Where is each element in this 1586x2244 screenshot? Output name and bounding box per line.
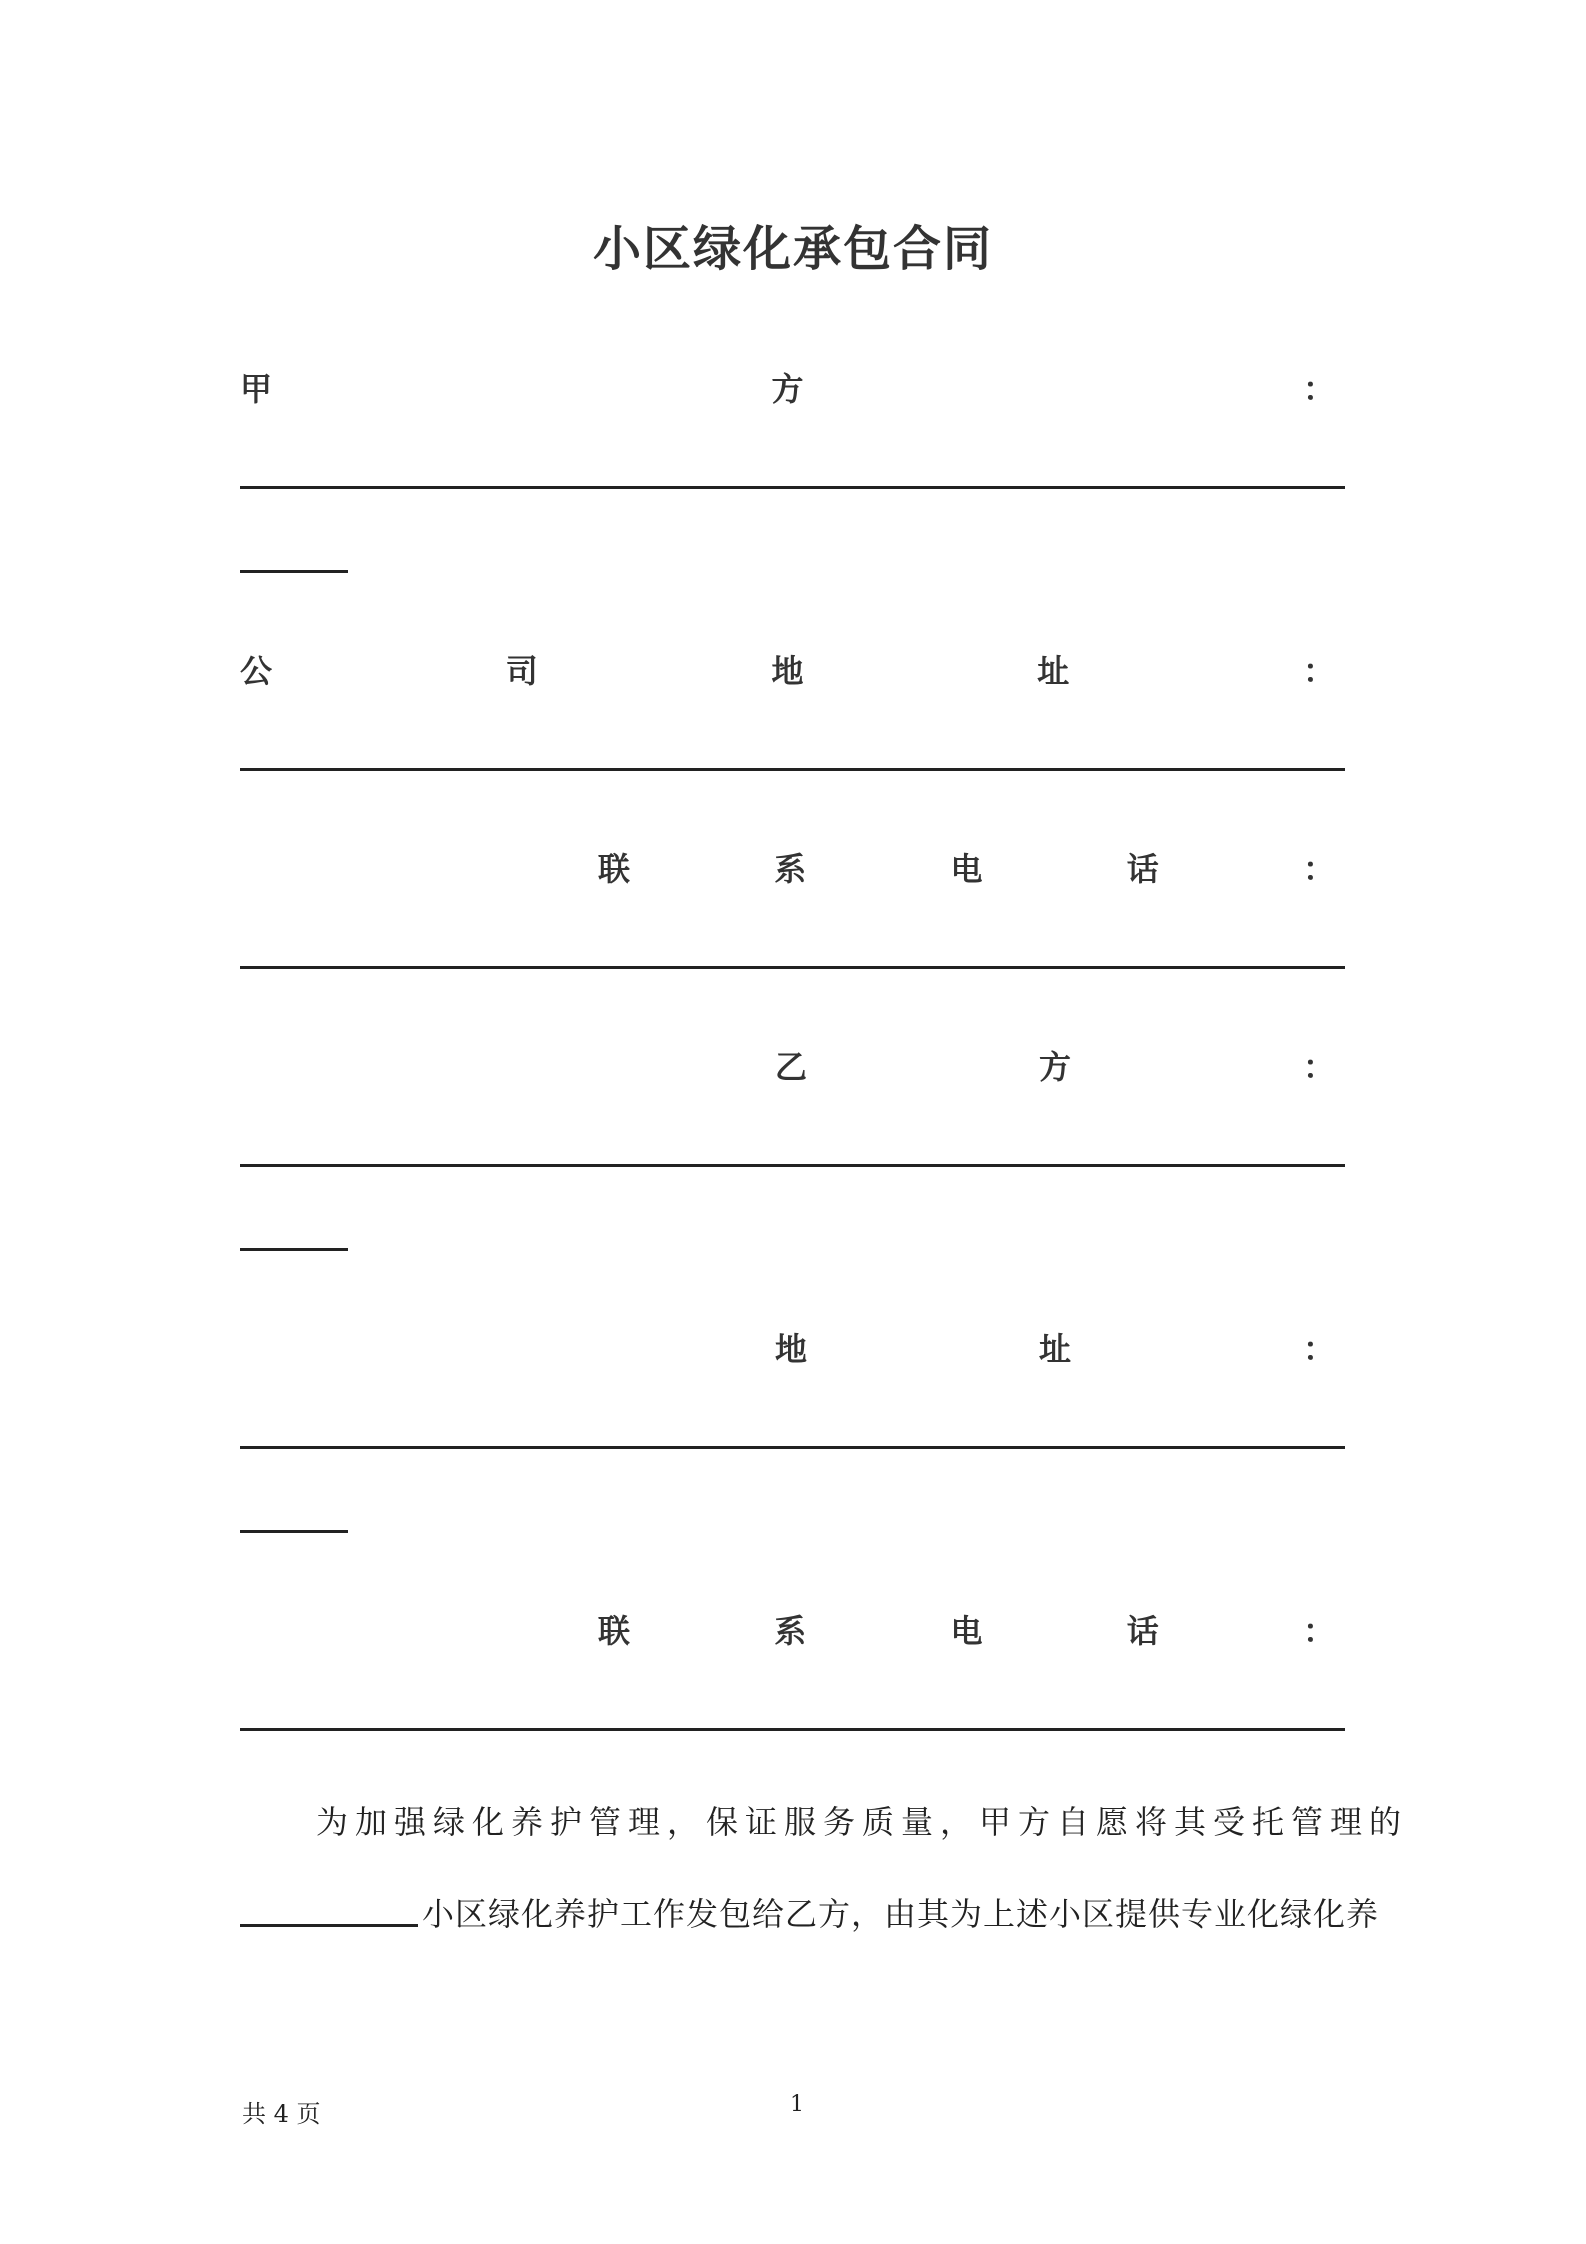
label-char: 乙 xyxy=(775,1048,808,1086)
label-char: 电 xyxy=(950,1612,983,1650)
party-b-address-blank-line-continued xyxy=(240,1530,348,1533)
document-title: 小区绿化承包合同 xyxy=(592,221,993,277)
party-a-phone-blank-line xyxy=(240,966,1345,969)
label-char: ： xyxy=(1302,370,1335,408)
body-paragraph-line-2 xyxy=(240,1889,1380,1935)
company-address-label xyxy=(240,645,1335,693)
label-char: 甲 xyxy=(240,370,273,408)
party-b-blank-line-continued xyxy=(240,1248,348,1251)
total-pages: 共 4 页 xyxy=(242,2100,321,2128)
label-char: ： xyxy=(1302,1048,1335,1086)
company-address-blank-line xyxy=(240,768,1345,771)
label-char: 地 xyxy=(775,1330,808,1368)
party-a-phone-label xyxy=(598,843,1335,891)
label-char: ： xyxy=(1302,652,1335,690)
body-paragraph-line-2-text: 小区绿化养护工作发包给乙方，由其为上述小区提供专业化绿化养 xyxy=(422,1895,1380,1933)
party-b-phone-label xyxy=(598,1605,1335,1653)
label-char: ： xyxy=(1302,1612,1335,1650)
party-a-blank-line-continued xyxy=(240,570,348,573)
label-char: 司 xyxy=(505,652,538,690)
party-a-label xyxy=(240,363,1335,411)
label-char: ： xyxy=(1302,1330,1335,1368)
label-char: 联 xyxy=(598,850,631,888)
label-char: 系 xyxy=(774,850,807,888)
label-char: 址 xyxy=(1037,652,1070,690)
label-char: 联 xyxy=(598,1612,631,1650)
label-char: 系 xyxy=(774,1612,807,1650)
party-b-phone-blank-line xyxy=(240,1728,1345,1731)
party-b-label xyxy=(775,1041,1335,1089)
label-char: 址 xyxy=(1038,1330,1071,1368)
party-b-blank-line xyxy=(240,1164,1345,1167)
label-char: 公 xyxy=(240,652,273,690)
label-char: 电 xyxy=(950,850,983,888)
label-char: 话 xyxy=(1126,850,1159,888)
body-paragraph-line-1: 为加强绿化养护管理，保证服务质量，甲方自愿将其受托管理的 xyxy=(316,1803,1409,1841)
page-number: 1 xyxy=(790,2092,804,2117)
party-b-address-label xyxy=(775,1323,1335,1371)
party-b-address-blank-line xyxy=(240,1446,1345,1449)
label-char: 地 xyxy=(771,652,804,690)
label-char: ： xyxy=(1302,850,1335,888)
party-a-blank-line xyxy=(240,486,1345,489)
label-char: 话 xyxy=(1126,1612,1159,1650)
community-name-blank xyxy=(240,1924,418,1927)
label-char: 方 xyxy=(771,370,804,408)
label-char: 方 xyxy=(1038,1048,1071,1086)
